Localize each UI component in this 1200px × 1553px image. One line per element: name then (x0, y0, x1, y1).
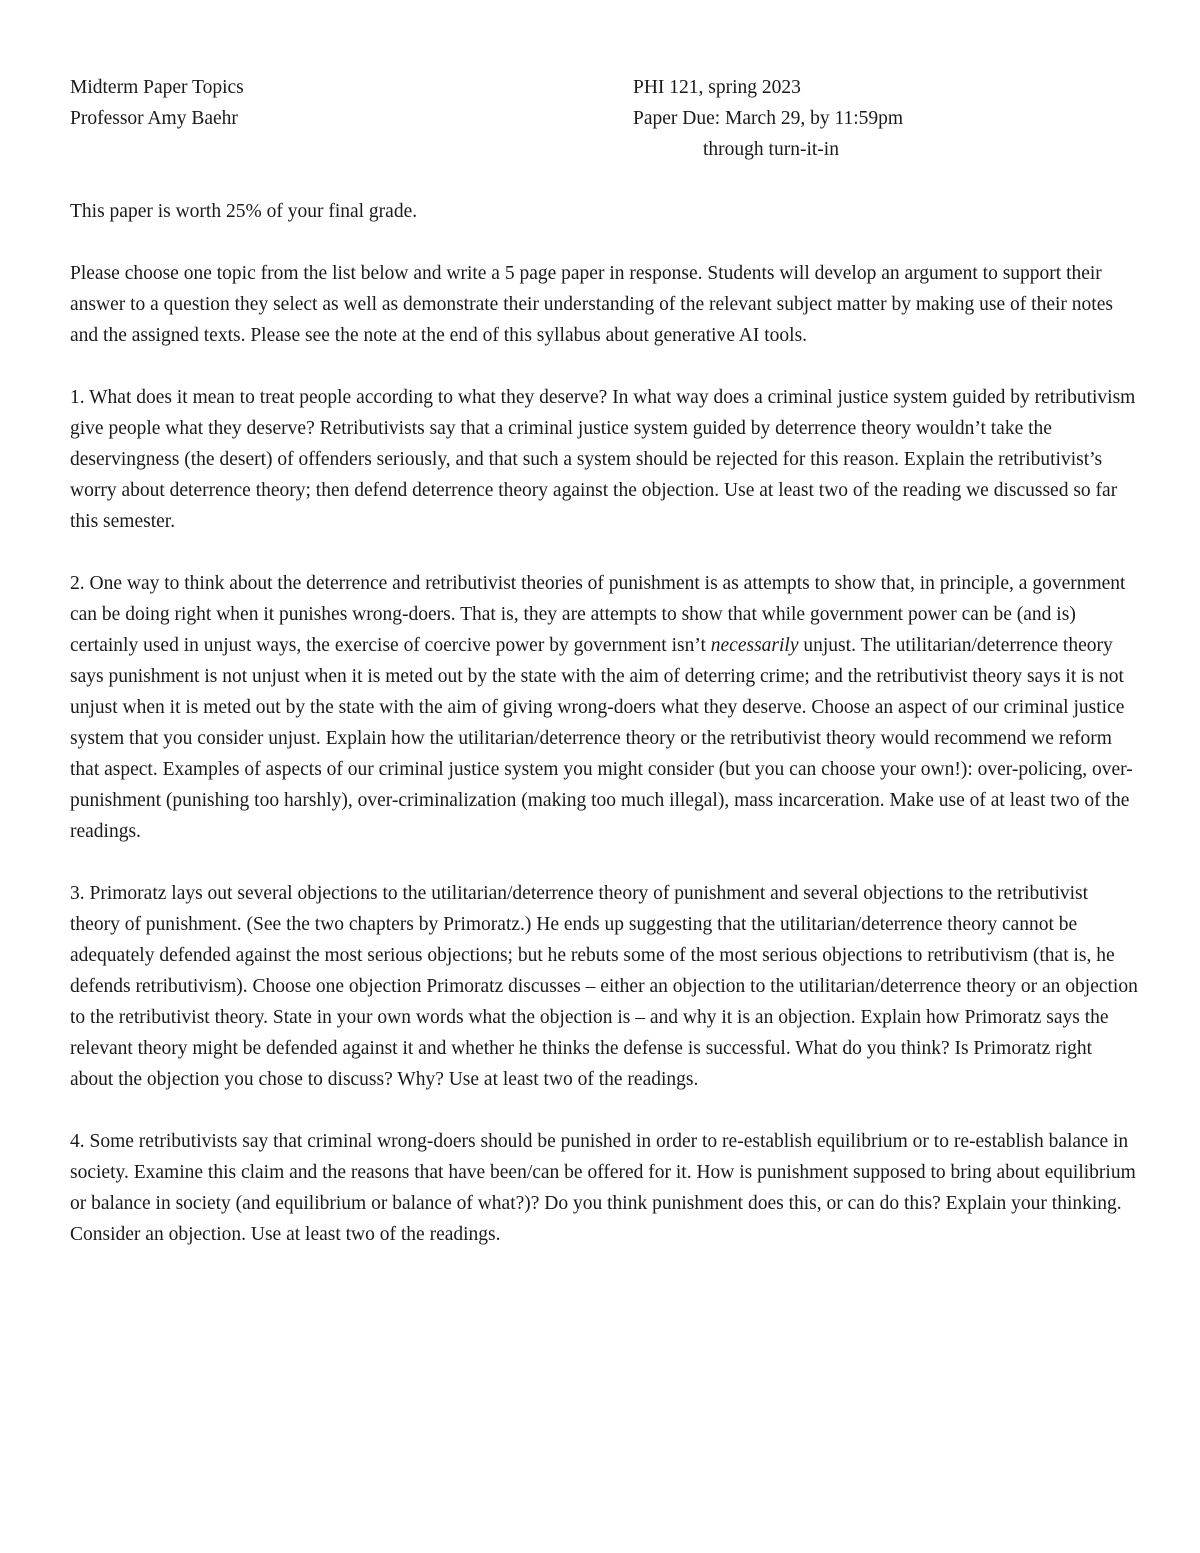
document-header (70, 72, 1138, 165)
topic-4: 4. Some retributivists say that criminal wrong-doers should be punished in order to re-establish equilibrium or to re-establish balance in society. Examine this claim and the reasons that have been/can be offered for it. How is punishment supposed to bring about equilibrium or balance in society (and equilibrium or balance of what?)? Do you think punishment does this, or can do this? Explain your thinking. Consider an objection. Use at least two of the readings. (70, 1131, 1136, 1245)
topic-2 (70, 568, 1138, 847)
topic-2-text-end: unjust. The utilitarian/deterrence theory says punishment is not unjust when it is meted out by the state with the aim of deterring crime; and the retributivist theory says it is not unjust when it is meted out by the state with the aim of giving wrong-doers what they deserve. Choose an aspect of our criminal justice system that you consider unjust. Explain how the utilitarian/deterrence theory or the retributivist theory would recommend we reform that aspect. Examples of aspects of our criminal justice system you might consider (but you can choose your own!): over-policing, over-punishment (punishing too harshly), over-criminalization (making too much illegal), mass incarceration. Make use of at least two of the readings. (70, 635, 1133, 842)
due-date: Paper Due: March 29, by 11:59pm (633, 108, 904, 129)
header-left (70, 72, 244, 165)
submission-method: through turn-it-in (703, 139, 839, 160)
course-term: PHI 121, spring 2023 (633, 77, 801, 98)
header-right (633, 72, 1138, 165)
professor-name: Professor Amy Baehr (70, 108, 238, 129)
topic-1: 1. What does it mean to treat people according to what they deserve? In what way does a criminal justice system guided by retributivism give people what they deserve? Retributivists say that a criminal justice system guided by deterrence theory wouldn’t take the deservingness (the desert) of offenders seriously, and that such a system should be rejected for this reason. Explain the retributivist’s worry about deterrence theory; then defend deterrence theory against the objection. Use at least two of the reading we discussed so far this semester. (70, 387, 1136, 532)
document-page (70, 72, 1138, 1250)
topic-2-text-start: 2. One way to think about the deterrence and retributivist theories of punishment is as attempts to show that, in principle, a government can be doing right when it punishes wrong-doers. That is, they are attempts to show that while government power can be (and is) certainly used in unjust ways, the exercise of coercive power by government isn’t (70, 573, 1126, 656)
topic-2-emphasis: necessarily (710, 635, 799, 656)
instructions-paragraph: Please choose one topic from the list below and write a 5 page paper in response. Students will develop an argument to support their answer to a question they select as well as demonstrate their understanding of the relevant subject matter by making use of their notes and the assigned texts. Please see the note at the end of this syllabus about generative AI tools. (70, 263, 1113, 346)
paper-title: Midterm Paper Topics (70, 77, 244, 98)
topic-3: 3. Primoratz lays out several objections to the utilitarian/deterrence theory of punishment and several objections to the retributivist theory of punishment. (See the two chapters by Primoratz.) He ends up suggesting that the utilitarian/deterrence theory cannot be adequately defended against the most serious objections; but he rebuts some of the most serious objections to retributivism (that is, he defends retributivism). Choose one objection Primoratz discusses – either an objection to the utilitarian/deterrence theory or an objection to the retributivist theory. State in your own words what the objection is – and why it is an objection. Explain how Primoratz says the relevant theory might be defended against it and whether he thinks the defense is successful. What do you think? Is Primoratz right about the objection you chose to discuss? Why? Use at least two of the readings. (70, 883, 1138, 1090)
grade-weight-statement: This paper is worth 25% of your final grade. (70, 201, 418, 222)
